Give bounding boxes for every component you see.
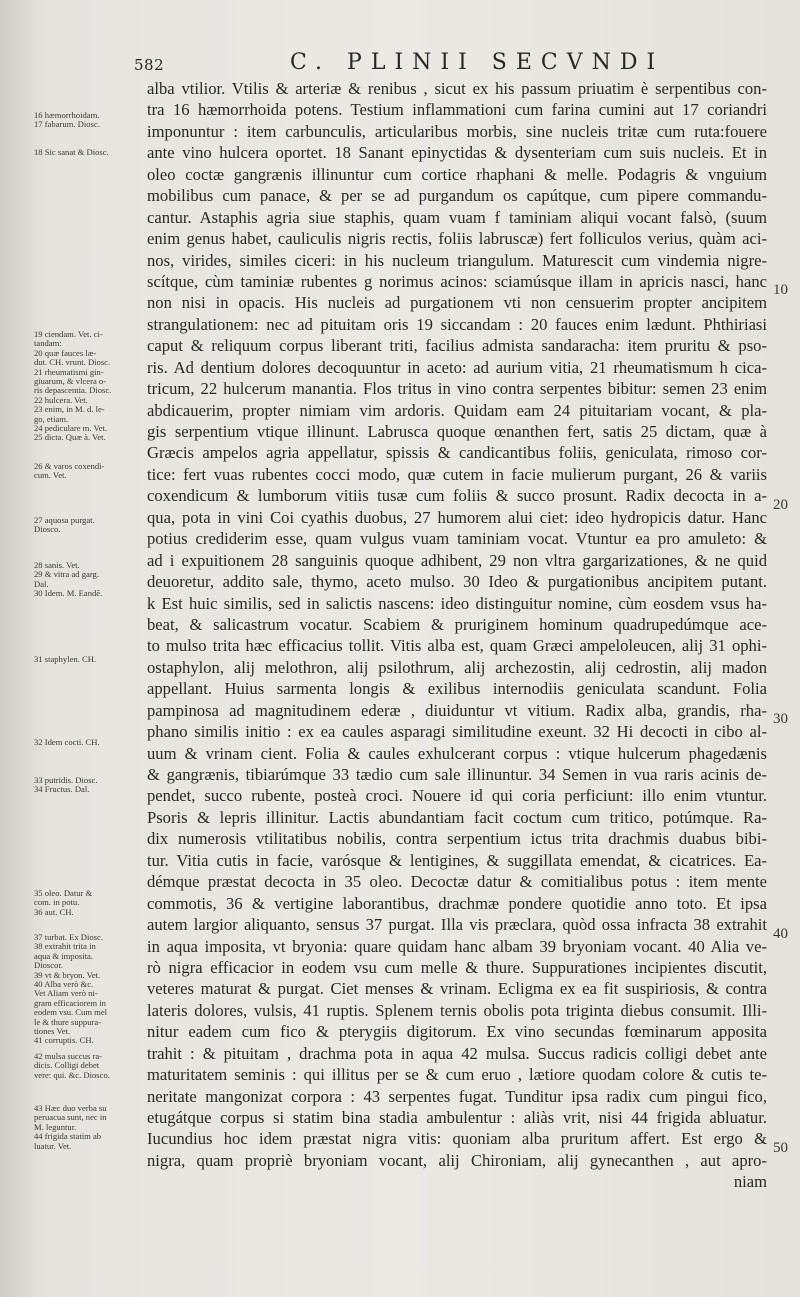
page-number: 582 bbox=[134, 56, 165, 74]
text-line: mobilibus cum panace, & per se ad purgandum os capútque, cum pipere commandu- bbox=[147, 186, 767, 206]
text-line: scítque, cùm taminiæ rubentes g norimus acinos: sciamúsque illam in apricis nasci, hanc bbox=[147, 271, 767, 291]
text-line: potius crediderim esse, quam vulgus vuam taminiam vocat. Vtuntur ea pro amuleto: & bbox=[147, 529, 767, 549]
text-line: ad i expuitionem 28 sanguinis quoque adhibent, 29 non vltra gargarizationes, & ne quid bbox=[147, 550, 767, 570]
main-text-column bbox=[147, 78, 767, 1193]
text-line: tice: fert vuas rubentes cocci modo, quæ cutem in facie mulierum purgant, 26 & variis bbox=[147, 464, 767, 484]
margin-note: 33 putridis. Diosc. 34 Fructus. Dal. bbox=[34, 775, 98, 795]
margin-note: 35 oleo. Datur & com. in potu. 36 aut. CH. bbox=[34, 888, 93, 917]
text-line: Psoris & lepris illinitur. Lactis abundantiam facit coctum cum tritico, potúmque. Ra- bbox=[147, 807, 767, 827]
text-line: commotis, 36 & vertigine laborantibus, drachmæ pondere quotidie anno toto. Et ipsa bbox=[147, 893, 767, 913]
text-line: dix numerosis vtilitatibus nobilis, contra serpentium ictus trita drachmis duabus bibi- bbox=[147, 829, 767, 849]
margin-note: 43 Hæc duo verba su peruacua sunt, nec in M. leguntur. 44 frigida statim ab luatur. Vet. bbox=[34, 1103, 107, 1151]
text-line: pendet, succo rubente, posteà croci. Nouere id qui coria perficiunt: illo enim vtuntur. bbox=[147, 786, 767, 806]
text-line: autem largior aliquanto, sensus 37 purgat. Illa vis præclara, quòd ossa infracta 38 extrahit bbox=[147, 915, 767, 935]
margin-note: 42 mulsa succus ra- dicis. Colligi debet vere: qui. &c. Diosco. bbox=[34, 1051, 110, 1080]
margin-note: 19 ciendam. Vet. ci- tandam: 20 quæ fauces læ- dut. CH. vrunt. Diosc. 21 rheumatismi gin- giuarum, & vlcera o- ris depascentia. Diosc. 22 hulcera. Vet. 23 enim, in M. d. le- go, etiam. 24 pediculare m. Vet. 25 dicta. Quæ à. Vet. bbox=[34, 329, 112, 443]
text-line: ostaphylon, alij melothron, alij psilothrum, alij archezostin, alij cedrostin, alij madon bbox=[147, 657, 767, 677]
text-line: Iucundius hoc idem præstat nigra vitis: quoniam alba pruritum affert. Est ergo & bbox=[147, 1129, 767, 1149]
running-title: C. PLINII SECVNDI bbox=[290, 50, 665, 75]
text-line: rò nigra efficacior in eodem vsu cum melle & thure. Suppurationes incipientes discutit, bbox=[147, 957, 767, 977]
text-line: non nisi in opacis. His nucleis ad purgationem vti non censuerim propter ancipitem bbox=[147, 293, 767, 313]
margin-note: 26 & varos coxendi- cum. Vet. bbox=[34, 461, 105, 481]
text-line: abdicauerim, propter nimiam vim ardoris. Quidam eam 24 pituitariam vocant, & pla- bbox=[147, 400, 767, 420]
text-line: uum & vrinam cient. Folia & caules exhulcerant corpus : vtique hulcerum phagedænis bbox=[147, 743, 767, 763]
text-line: strangulationem: nec ad pituitam oris 19 siccandam : 20 fauces enim lædunt. Phthiriasi bbox=[147, 314, 767, 334]
text-line: nitur eadem cum fico & pterygiis digitorum. Ex vino secundas fœminarum apposita bbox=[147, 1022, 767, 1042]
text-line: cantur. Astaphis agria siue staphis, quam vuam f taminiam aliqui vocant falsò, (suum bbox=[147, 207, 767, 227]
text-line: in aqua imposita, vt bryonia: quare quidam hanc albam 39 bryoniam vocant. 40 Alia ve- bbox=[147, 936, 767, 956]
margin-note: 16 hæmorrhoidam. 17 fabarum. Diosc. bbox=[34, 110, 100, 130]
line-number: 20 bbox=[773, 497, 788, 513]
catchword: niam bbox=[733, 1172, 767, 1192]
text-line: démque præstat decocta in 35 oleo. Decoctæ datur & comitialibus potus : item mente bbox=[147, 872, 767, 892]
margin-note: 18 Sic sanat & Diosc. bbox=[34, 147, 109, 157]
margin-note: 27 aquosa purgat. Diosco. bbox=[34, 515, 95, 535]
text-line: neritate mangonizat corpora : 43 serpentes fugat. Tunditur ipsa radix cum pingui fico, bbox=[147, 1086, 767, 1106]
text-line: tur. Vitia cutis in facie, varósque & lentigines, & suggillata emendat, & cicatrices. Ea- bbox=[147, 850, 767, 870]
text-line: lateris dolores, vulsis, 41 ruptis. Splenem ternis obolis pota triginta diebus consumit. Illi- bbox=[147, 1000, 767, 1020]
text-line: qua, pota in vini Coi cyathis duobus, 27 humorem alui ciet: ideo hydropicis datur. Hanc bbox=[147, 507, 767, 527]
line-number: 10 bbox=[773, 282, 788, 298]
text-line: Græcis ampelos agria appellatur, spissis & candicantibus foliis, geniculata, rimoso cor- bbox=[147, 443, 767, 463]
text-line: nigra, quam propriè bryoniam vocant, alij Chironiam, alij gynecanthen , aut apro- bbox=[147, 1150, 767, 1170]
text-line: gis serpentium vtique illinunt. Labrusca quoque œnanthen fert, satis 25 dictam, quæ à bbox=[147, 422, 767, 441]
text-line: alba vtilior. Vtilis & arteriæ & renibus , sicut ex his passum priuatim è serpentibus con- bbox=[147, 79, 767, 98]
text-line: to mulso trita hæc efficacius tollit. Vitis alba est, quam Græci ampeloleucen, alij 31 ophi- bbox=[147, 636, 767, 656]
margin-note: 37 turbat. Ex Diosc. 38 extrahit trita in aqua & imposita. Dioscor. 39 vt & bryon. Vet. 40 Alba verò &c. Vet Aliam verò ni- gram efficaciorem in eodem vsu. Cum mel le & thure suppura- tiones Vet. 41 corruptis. CH. bbox=[34, 932, 108, 1046]
text-line: nos, virides, similes ciceri: in his nucleum triangulum. Maturescit cum vindemia nigre- bbox=[147, 250, 767, 270]
text-line: ante vino hulcera oportet. 18 Sanant epinyctidas & dysenteriam cum suis nucleis. Et in bbox=[147, 143, 767, 163]
text-line: tricum, 22 hulcerum manantia. Flos tritus in vino contra serpentes bibitur: semen 23 enim bbox=[147, 379, 767, 399]
text-line: phano similis initio : ex ea caules asparagi similitudine exeunt. 32 Hi decocti in cibo al- bbox=[147, 722, 767, 742]
margin-note: 28 sanis. Vet. 29 & vitra ad garg. Dal. 30 Idem. M. Eandē. bbox=[34, 560, 103, 599]
text-line: ris. Ad dentium dolores decoquuntur in aceto: ad aurium vitia, 21 rheumatismum h cica- bbox=[147, 357, 767, 377]
text-line: caput & reliquum corpus liberant triti, facilius admista sandaracha: item pruritu & pso- bbox=[147, 336, 767, 356]
text-line: trahit : & pituitam , drachma pota in aqua 42 mulsa. Succus radicis colligi debet ante bbox=[147, 1043, 767, 1063]
line-number: 30 bbox=[773, 711, 788, 727]
margin-note: 32 Idem cocti. CH. bbox=[34, 737, 100, 747]
text-line: imponuntur : item carbunculis, articularibus morbis, sine nucleis tritæ cum ruta:fouere bbox=[147, 121, 767, 141]
margin-notes bbox=[0, 0, 140, 1297]
text-line: tra 16 hæmorrhoida potens. Testium inflammationi cum farina cumini aut 17 coriandri bbox=[147, 100, 767, 120]
text-line: maturitatem seminis : qui illitus per se & cum eruo , lætiore quodam colore & cutis te- bbox=[147, 1065, 767, 1085]
text-line: pampinosa ad magnitudinem ederæ , diuiduntur vt vitium. Radix alba, grandis, rha- bbox=[147, 700, 767, 720]
text-line: oleo coctæ gangrænis illinuntur cum cortice rhaphani & melle. Podagris & vnguium bbox=[147, 164, 767, 184]
text-line: beat, & salicastrum vocatur. Scabiem & pruriginem hominum quadrupedúmque ace- bbox=[147, 614, 767, 634]
text-line: k Est huic similis, sed in salictis nascens: ideo distinguitur nomine, cùm eosdem vsus ha- bbox=[147, 593, 767, 613]
text-line: etugátque corpus si statim bina stadia ambulentur : aliàs vrit, nisi 44 frigida abluatur. bbox=[147, 1108, 767, 1127]
margin-note: 31 staphylen. CH. bbox=[34, 654, 97, 664]
line-number: 40 bbox=[773, 926, 788, 942]
text-line: enim genus habet, cauliculis nigris rectis, foliis labruscæ) fert folliculos verius, quàm aci- bbox=[147, 229, 767, 249]
text-line: coxendicum & lumborum vitiis tusæ cum foliis & succo prosunt. Radix decocta in a- bbox=[147, 486, 767, 506]
text-line: deuoretur, addito sale, thymo, aceto mulso. 30 Ideo & purgationibus ancipitem putant. bbox=[147, 572, 767, 592]
text-line: appellant. Huius sarmenta longis & exilibus internodiis geniculata scandunt. Folia bbox=[147, 679, 767, 699]
text-line: & gangrænis, tibiarúmque 33 tædio cum sale illinuntur. 34 Semen in vua raris acinis de- bbox=[147, 765, 767, 784]
line-number: 50 bbox=[773, 1140, 788, 1156]
text-line: veteres maturat & purgat. Ciet menses & vrinam. Ecligma ex ea fit suspiriosis, & contra bbox=[147, 979, 767, 999]
